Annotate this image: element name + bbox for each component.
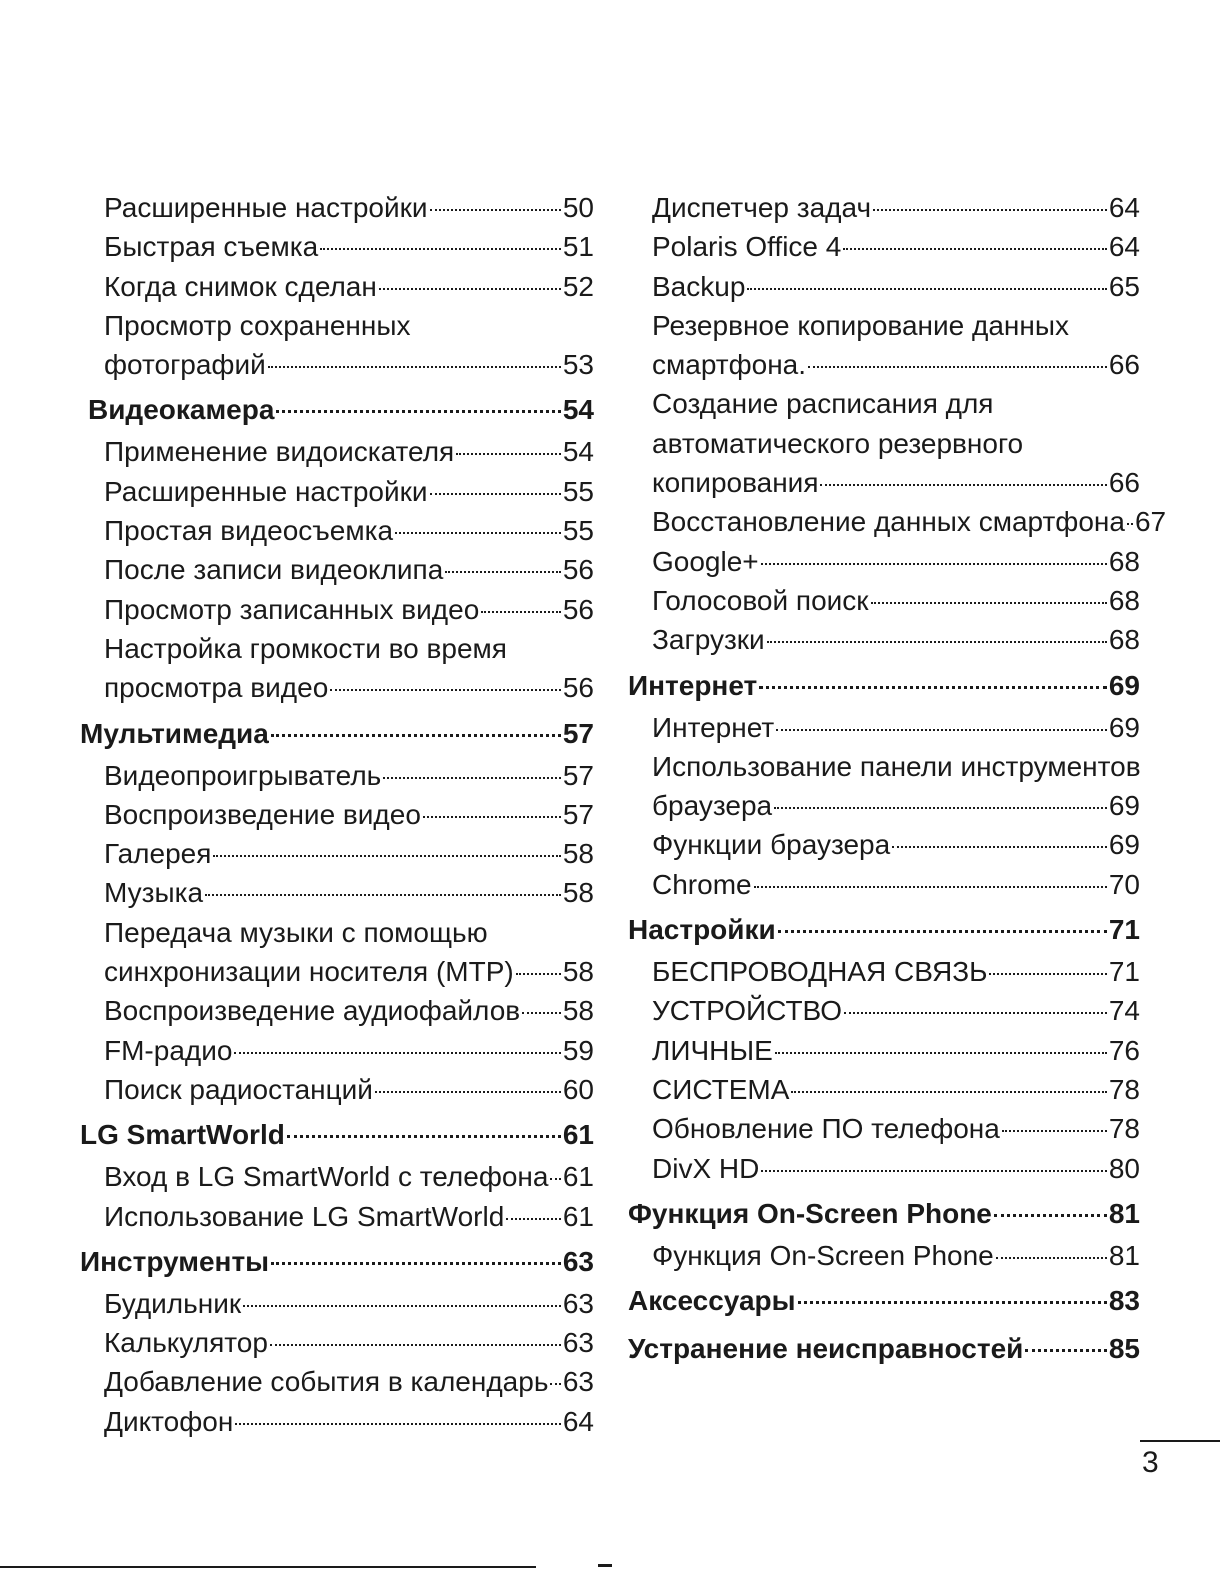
toc-page-number: 60 <box>562 1073 594 1105</box>
toc-page-number: 69 <box>1108 669 1140 701</box>
toc-entry[interactable] <box>628 463 1140 502</box>
toc-page-number: 57 <box>562 798 594 830</box>
toc-entry[interactable] <box>80 1197 594 1236</box>
toc-entry[interactable] <box>628 952 1140 991</box>
dot-leader <box>445 571 561 573</box>
dot-leader <box>271 734 561 737</box>
toc-entry-label: просмотра видео <box>104 672 329 704</box>
toc-page-number: 69 <box>1108 829 1140 861</box>
dot-leader <box>996 1257 1107 1259</box>
dot-leader <box>808 366 1107 368</box>
toc-entry-label: Расширенные настройки <box>104 475 428 507</box>
toc-entry-label: Chrome <box>652 868 752 900</box>
toc-entry-label: БЕСПРОВОДНАЯ СВЯЗЬ <box>652 956 988 988</box>
dot-leader <box>820 484 1106 486</box>
toc-entry[interactable] <box>80 1031 594 1070</box>
toc-section-entry[interactable] <box>80 708 594 756</box>
dot-leader <box>234 1052 560 1054</box>
toc-entry-label: Загрузки <box>652 624 765 656</box>
dot-leader <box>871 602 1107 604</box>
toc-section-entry[interactable] <box>628 1275 1140 1323</box>
toc-entry-label: СИСТЕМА <box>652 1073 790 1105</box>
toc-entry[interactable] <box>80 991 594 1030</box>
toc-page-number: 61 <box>562 1200 594 1232</box>
toc-entry-label: FM-радио <box>104 1034 233 1066</box>
toc-entry-label: Поиск радиостанций <box>104 1073 373 1105</box>
toc-entry-label: УСТРОЙСТВО <box>652 995 843 1027</box>
dot-leader <box>550 1383 560 1385</box>
toc-entry-label: Воспроизведение аудиофайлов <box>104 995 521 1027</box>
toc-entry[interactable] <box>80 834 594 873</box>
toc-page-number: 64 <box>1108 231 1140 263</box>
toc-entry[interactable] <box>628 825 1140 864</box>
toc-page-number: 50 <box>562 192 594 223</box>
dot-leader <box>844 1012 1107 1014</box>
toc-page-number: 64 <box>1108 192 1140 223</box>
toc-page-number: 55 <box>562 515 594 547</box>
toc-page-number: 76 <box>1108 1034 1140 1066</box>
toc-entry[interactable] <box>628 1149 1140 1188</box>
toc-page-number: 69 <box>1108 790 1140 822</box>
toc-page-number: 81 <box>1108 1239 1140 1271</box>
toc-entry-label: фотографий <box>104 349 266 381</box>
dot-leader <box>778 930 1107 933</box>
dot-leader <box>1025 1349 1106 1352</box>
dot-leader <box>522 1012 561 1014</box>
toc-page-number: 63 <box>562 1366 594 1398</box>
toc-entry[interactable] <box>628 227 1140 266</box>
toc-page-number: 56 <box>562 672 594 704</box>
toc-entry[interactable] <box>628 188 1140 227</box>
toc-entry-label: синхронизации носителя (MTP) <box>104 956 514 988</box>
dot-leader <box>1127 523 1133 525</box>
toc-page-number: 81 <box>1108 1197 1140 1229</box>
dot-leader <box>775 1052 1107 1054</box>
toc-entry[interactable] <box>628 620 1140 659</box>
dot-leader <box>320 248 561 250</box>
dot-leader <box>791 1091 1106 1093</box>
toc-entry[interactable] <box>80 227 594 266</box>
dot-leader <box>994 1214 1107 1217</box>
dot-leader <box>747 288 1106 290</box>
toc-entry-label: Инструменты <box>80 1245 270 1277</box>
toc-page-number: 54 <box>562 394 594 426</box>
toc-entry[interactable] <box>80 1157 594 1196</box>
toc-page-number: 58 <box>562 995 594 1027</box>
dot-leader <box>550 1178 560 1180</box>
dot-leader <box>774 807 1107 809</box>
bottom-rule <box>0 1566 536 1568</box>
toc-page-number: 63 <box>562 1245 594 1277</box>
dot-leader <box>761 563 1107 565</box>
toc-entry-line[interactable] <box>628 384 1140 423</box>
toc-entry-label: Использование панели инструментов <box>652 750 1141 782</box>
toc-entry[interactable] <box>628 1070 1140 1109</box>
toc-page-number: 58 <box>562 838 594 870</box>
toc-entry-label: Диспетчер задач <box>652 192 872 223</box>
toc-entry-label: LG SmartWorld <box>80 1119 285 1151</box>
toc-right-column <box>628 188 1167 1371</box>
toc-entry[interactable] <box>80 756 594 795</box>
toc-entry-label: DivX HD <box>652 1152 760 1184</box>
toc-entry[interactable] <box>80 795 594 834</box>
toc-page-number: 56 <box>562 593 594 625</box>
toc-entry[interactable] <box>80 590 594 629</box>
toc-entry-label: Добавление события в календарь <box>104 1366 549 1398</box>
toc-entry-label: Устранение неисправностей <box>628 1333 1024 1365</box>
toc-page-number: 64 <box>562 1405 594 1437</box>
toc-entry-label: Функция On-Screen Phone <box>652 1239 994 1271</box>
toc-section-entry[interactable] <box>80 1109 594 1157</box>
toc-page-number: 53 <box>562 349 594 381</box>
dot-leader <box>481 611 561 613</box>
toc-page-number: 67 <box>1134 506 1167 538</box>
toc-entry[interactable] <box>628 1031 1140 1070</box>
dot-leader <box>456 453 561 455</box>
toc-entry-label: Просмотр сохраненных <box>104 309 411 341</box>
toc-entry-label: Применение видоискателя <box>104 436 455 468</box>
toc-entry[interactable] <box>628 502 1167 541</box>
toc-entry-label: Функции браузера <box>652 829 891 861</box>
toc-page-number: 57 <box>562 717 594 749</box>
toc-entry[interactable] <box>80 668 594 707</box>
toc-entry[interactable] <box>80 873 594 912</box>
toc-entry[interactable] <box>80 1362 594 1401</box>
toc-page-number: 69 <box>1108 711 1140 743</box>
dot-leader <box>205 894 561 896</box>
dot-leader <box>375 1091 561 1093</box>
page-number: 3 <box>1140 1440 1220 1480</box>
toc-entry-label: Когда снимок сделан <box>104 270 377 302</box>
toc-entry-label: Polaris Office 4 <box>652 231 842 263</box>
toc-entry-label: ЛИЧНЫЕ <box>652 1034 773 1066</box>
toc-entry-label: Простая видеосъемка <box>104 515 394 547</box>
dot-leader <box>430 493 561 495</box>
toc-entry[interactable] <box>80 472 594 511</box>
toc-entry-label: браузера <box>652 790 773 822</box>
toc-page-number: 58 <box>562 877 594 909</box>
toc-entry[interactable] <box>80 1323 594 1362</box>
toc-page-number: 65 <box>1108 270 1140 302</box>
dot-leader <box>776 729 1107 731</box>
toc-entry-label: Вход в LG SmartWorld с телефона <box>104 1161 549 1193</box>
dot-leader <box>754 886 1107 888</box>
toc-entry-label: Восстановление данных смартфона <box>652 506 1125 538</box>
toc-entry[interactable] <box>80 1284 594 1323</box>
toc-page-number: 54 <box>562 436 594 468</box>
toc-entry-label: Голосовой поиск <box>652 584 869 616</box>
toc-page-number: 51 <box>562 231 594 263</box>
toc-section-entry[interactable] <box>80 384 594 432</box>
dot-leader <box>330 689 561 691</box>
toc-entry-label: Просмотр записанных видео <box>104 593 480 625</box>
toc-entry-label: Видеокамера <box>88 394 275 426</box>
toc-entry-label: Функция On-Screen Phone <box>628 1197 992 1229</box>
dot-leader <box>767 641 1107 643</box>
dot-leader <box>243 1305 561 1307</box>
dot-leader <box>759 686 1107 689</box>
toc-entry-line[interactable] <box>80 629 594 668</box>
toc-entry-label: Настройка громкости во время <box>104 632 507 664</box>
toc-entry[interactable] <box>80 550 594 589</box>
dot-leader <box>873 209 1107 211</box>
toc-entry-label: автоматического резервного <box>652 427 1024 459</box>
toc-entry-label: копирования <box>652 467 819 499</box>
toc-entry-label: Создание расписания для <box>652 388 994 420</box>
toc-page-number: 74 <box>1108 995 1140 1027</box>
toc-entry-label: Настройки <box>628 914 776 946</box>
toc-entry-label: Backup <box>652 270 746 302</box>
toc-entry[interactable] <box>80 267 594 306</box>
toc-page-number: 57 <box>562 759 594 791</box>
toc-entry-label: Обновление ПО телефона <box>652 1113 1000 1145</box>
toc-entry[interactable] <box>80 188 594 227</box>
toc-entry[interactable] <box>80 345 594 384</box>
toc-page-number: 85 <box>1108 1333 1140 1365</box>
dot-leader <box>271 1262 561 1265</box>
toc-entry-label: Передача музыки с помощью <box>104 916 488 948</box>
toc-entry-label: Воспроизведение видео <box>104 798 421 830</box>
dot-leader <box>276 410 560 413</box>
toc-entry-label: Интернет <box>628 669 758 701</box>
dot-leader <box>213 855 560 857</box>
dot-leader <box>892 846 1107 848</box>
toc-section-entry[interactable] <box>628 1323 1140 1371</box>
dot-leader <box>798 1301 1107 1304</box>
toc-page-number: 55 <box>562 475 594 507</box>
toc-page-number: 52 <box>562 270 594 302</box>
toc-entry[interactable] <box>628 345 1140 384</box>
toc-entry-label: Калькулятор <box>104 1327 268 1359</box>
toc-entry-label: Быстрая съемка <box>104 231 319 263</box>
toc-entry-label: Видеопроигрыватель <box>104 759 382 791</box>
toc-entry-label: Использование LG SmartWorld <box>104 1200 505 1232</box>
dot-leader <box>761 1170 1107 1172</box>
toc-entry-line[interactable] <box>628 306 1140 345</box>
dot-leader <box>287 1135 561 1138</box>
toc-entry[interactable] <box>628 865 1140 904</box>
toc-page-number: 63 <box>562 1327 594 1359</box>
toc-page-number: 71 <box>1108 914 1140 946</box>
toc-entry-line[interactable] <box>80 913 594 952</box>
toc-entry-label: Диктофон <box>104 1405 234 1437</box>
toc-page-number: 58 <box>562 956 594 988</box>
toc-entry-label: Будильник <box>104 1287 242 1319</box>
toc-entry[interactable] <box>80 1070 594 1109</box>
toc-entry-label: Google+ <box>652 545 759 577</box>
dot-leader <box>843 248 1107 250</box>
dot-leader <box>235 1423 561 1425</box>
toc-entry-line[interactable] <box>80 306 594 345</box>
toc-page-number: 61 <box>562 1119 594 1151</box>
toc-page-number: 78 <box>1108 1073 1140 1105</box>
toc-entry[interactable] <box>628 786 1140 825</box>
dot-leader <box>506 1218 561 1220</box>
toc-page-number: 66 <box>1108 467 1140 499</box>
dot-leader <box>379 288 561 290</box>
toc-entry-label: Интернет <box>652 711 775 743</box>
toc-page-number: 70 <box>1108 868 1140 900</box>
toc-page-number: 68 <box>1108 545 1140 577</box>
toc-entry[interactable] <box>628 1236 1140 1275</box>
toc-entry[interactable] <box>80 511 594 550</box>
toc-left-column <box>80 188 594 1441</box>
toc-entry[interactable] <box>80 1402 594 1441</box>
toc-section-entry[interactable] <box>80 1236 594 1284</box>
toc-entry-line[interactable] <box>628 747 1140 786</box>
dot-leader <box>383 777 561 779</box>
toc-page-number: 80 <box>1108 1152 1140 1184</box>
toc-entry-label: Расширенные настройки <box>104 192 428 223</box>
dot-leader <box>430 209 561 211</box>
toc-entry[interactable] <box>628 581 1140 620</box>
toc-page-number: 68 <box>1108 584 1140 616</box>
dot-leader <box>989 973 1106 975</box>
toc-entry-label: смартфона. <box>652 349 807 381</box>
toc-page-number: 61 <box>562 1161 594 1193</box>
toc-section-entry[interactable] <box>628 660 1140 708</box>
dot-leader <box>1002 1130 1107 1132</box>
toc-entry-label: Галерея <box>104 838 212 870</box>
toc-entry[interactable] <box>628 1109 1140 1148</box>
toc-entry[interactable] <box>628 267 1140 306</box>
toc-page-number: 63 <box>562 1287 594 1319</box>
toc-page-number: 71 <box>1108 956 1140 988</box>
toc-section-entry[interactable] <box>628 904 1140 952</box>
toc-section-entry[interactable] <box>628 1188 1140 1236</box>
toc-entry[interactable] <box>80 952 594 991</box>
toc-entry-label: Музыка <box>104 877 204 909</box>
toc-page-number: 66 <box>1108 349 1140 381</box>
dot-leader <box>395 532 561 534</box>
toc-entry-label: Аксессуары <box>628 1285 796 1317</box>
toc-entry[interactable] <box>628 542 1140 581</box>
toc-entry[interactable] <box>80 432 594 471</box>
toc-page-number: 59 <box>562 1034 594 1066</box>
dot-leader <box>270 1344 561 1346</box>
toc-entry-label: Мультимедиа <box>80 717 269 749</box>
toc-page-number: 68 <box>1108 624 1140 656</box>
dot-leader <box>268 366 561 368</box>
toc-entry-label: После записи видеоклипа <box>104 554 444 586</box>
toc-page-number: 78 <box>1108 1113 1140 1145</box>
toc-page-number: 56 <box>562 554 594 586</box>
dot-leader <box>423 816 561 818</box>
toc-entry[interactable] <box>628 708 1140 747</box>
dot-leader <box>516 973 561 975</box>
bottom-mark <box>598 1564 612 1567</box>
toc-page-number: 83 <box>1108 1285 1140 1317</box>
toc-entry-line[interactable] <box>628 424 1140 463</box>
toc-entry-label: Резервное копирование данных <box>652 309 1069 341</box>
toc-entry[interactable] <box>628 991 1140 1030</box>
